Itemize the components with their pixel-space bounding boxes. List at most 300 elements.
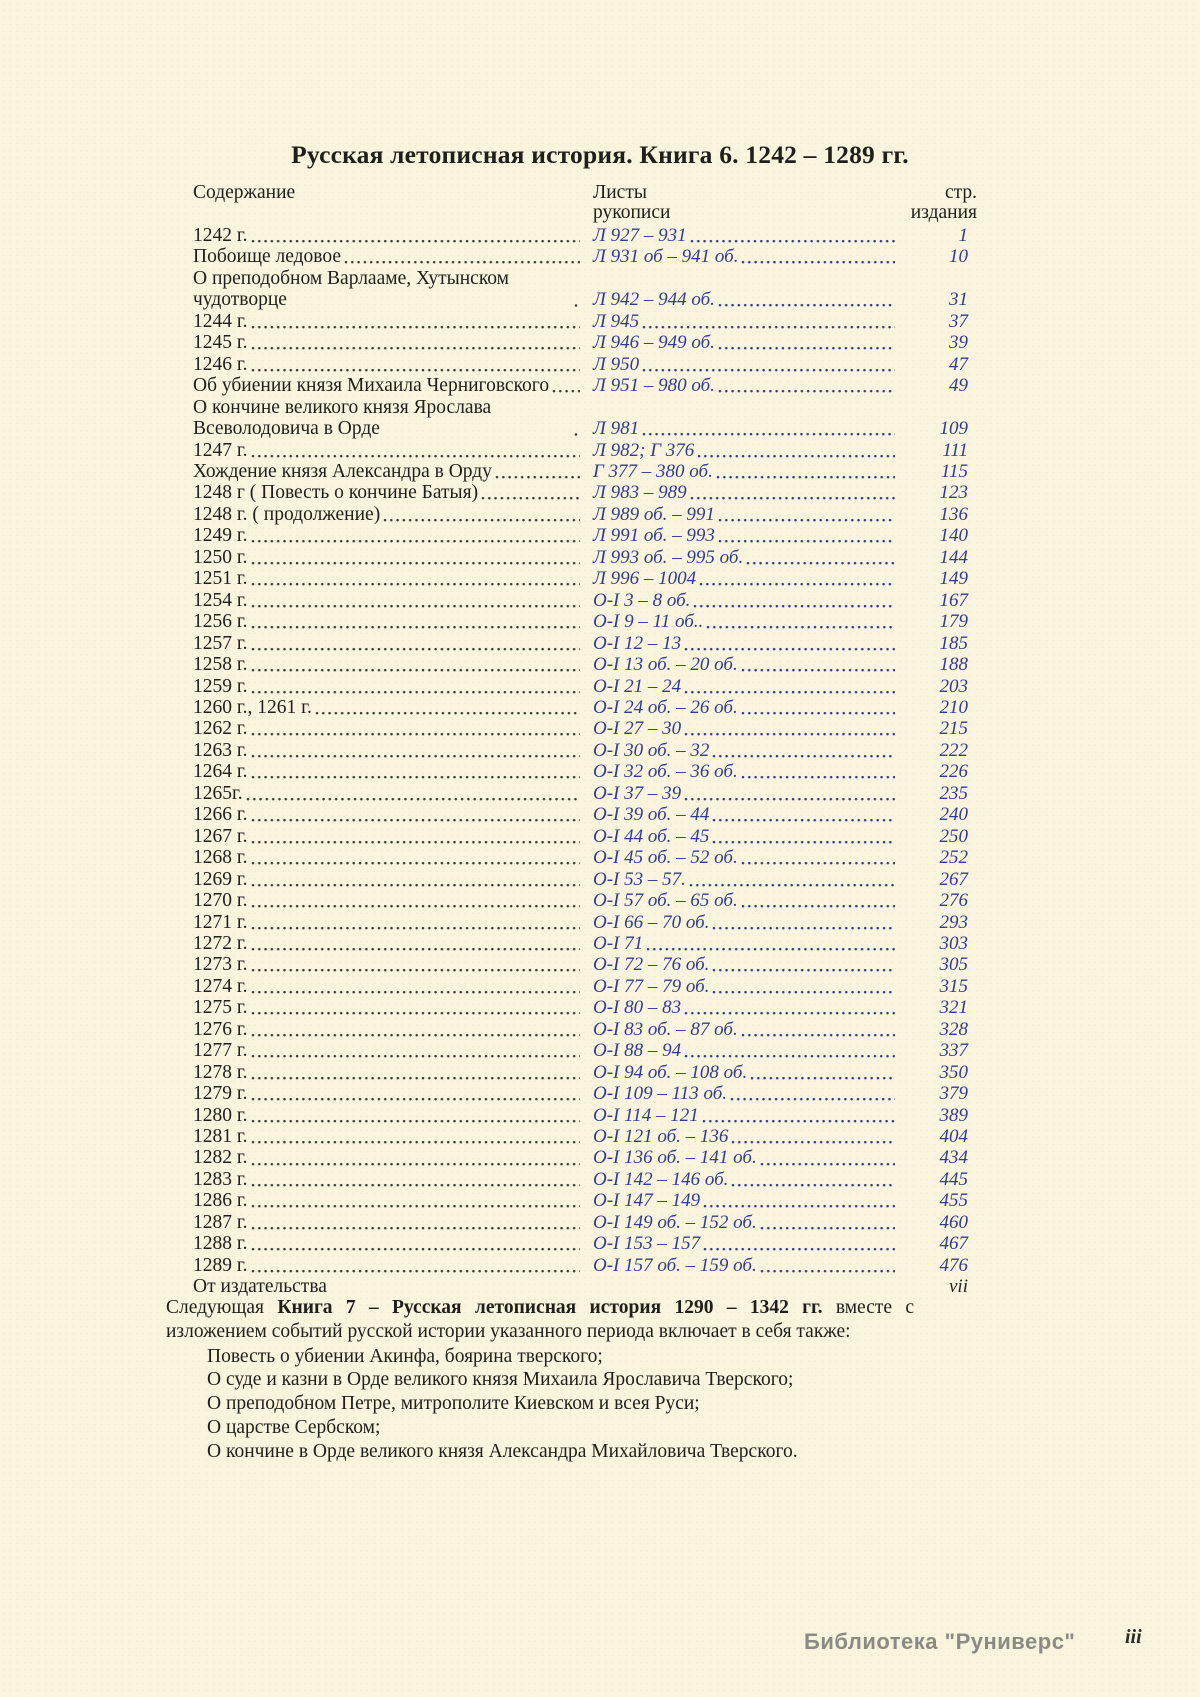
toc-entry-sheets: Л 946 – 949 об.	[593, 332, 715, 354]
toc-entry-page: 215	[939, 718, 968, 740]
dot-leader	[251, 654, 580, 675]
toc-entry-sheets: Л 950	[593, 353, 640, 375]
dot-leader	[718, 525, 895, 546]
dot-leader	[741, 847, 895, 868]
toc-row	[193, 890, 977, 911]
toc-entry-page: 149	[939, 568, 968, 590]
dot-leader	[574, 418, 580, 439]
toc-entry-page: 136	[939, 503, 968, 525]
dot-leader	[684, 633, 895, 654]
dot-leader	[246, 783, 580, 804]
toc-row	[193, 375, 977, 396]
toc-row	[193, 826, 977, 847]
dot-leader	[699, 568, 895, 589]
toc-entry-sheets: Л 996 – 1004	[593, 568, 697, 590]
next-book-item: О кончине в Орде великого князя Александра Михайловича Тверского.	[207, 1440, 798, 1462]
toc-row	[193, 311, 977, 332]
toc-entry-sheets: О-I 88 – 94	[593, 1040, 682, 1062]
library-credit: Библиотека "Руниверс"	[804, 1629, 1076, 1654]
dot-leader	[741, 890, 895, 911]
toc-entry-page: 303	[939, 932, 968, 954]
dot-leader	[689, 869, 895, 890]
dot-leader	[693, 590, 895, 611]
toc-entry-title: 1276 г.	[193, 1018, 248, 1040]
toc-entry-sheets: О-I 57 об. – 65 об.	[593, 890, 738, 912]
toc-entry-sheets: О-I 53 – 57.	[593, 868, 686, 890]
toc-row	[193, 1276, 977, 1297]
toc-entry-sheets: Л 989 об. – 991	[593, 503, 715, 525]
toc-entry-title: 1267 г.	[193, 825, 248, 847]
next-book-item: О суде и казни в Орде великого князя Михаила Ярославича Тверского;	[207, 1369, 794, 1391]
toc-entry-title: 1288 г.	[193, 1233, 248, 1255]
dot-leader	[690, 225, 895, 246]
dot-leader	[760, 1255, 895, 1276]
toc-entry-title: 1282 г.	[193, 1147, 248, 1169]
toc-entry-page: 1	[958, 225, 968, 246]
toc-row	[193, 976, 977, 997]
dot-leader	[684, 997, 895, 1018]
toc-entry-title: Об убиении князя Михаила Черниговского	[193, 375, 550, 397]
toc-entry-page: 140	[939, 525, 968, 547]
folio-number: iii	[1125, 1626, 1142, 1648]
toc-entry-page: 144	[939, 546, 968, 568]
toc-entry-page: 315	[939, 975, 968, 997]
toc-entry-sheets: О-I 9 – 11 об..	[593, 611, 704, 633]
toc-entry-sheets: О-I 21 – 24	[593, 675, 682, 697]
dot-leader	[731, 1126, 895, 1147]
toc-entry-title: 1270 г.	[193, 890, 248, 912]
dot-leader	[251, 804, 580, 825]
next-book-item: О царстве Сербском;	[207, 1416, 381, 1438]
dot-leader	[251, 1126, 580, 1147]
dot-leader	[251, 1062, 580, 1083]
dot-leader	[731, 1169, 895, 1190]
dot-leader	[251, 676, 580, 697]
toc-entry-sheets: О-I 114 – 121	[593, 1104, 699, 1126]
toc-entry-title: 1256 г.	[193, 611, 248, 633]
dot-leader	[552, 375, 580, 396]
toc-entry-sheets: О-I 83 об. – 87 об.	[593, 1018, 738, 1040]
toc-entry-sheets: Л 927 – 931	[593, 225, 687, 246]
next-book-item: О преподобном Петре, митрополите Киевском и всея Руси;	[207, 1393, 700, 1415]
toc-row	[193, 504, 977, 525]
dot-leader	[712, 804, 895, 825]
toc-entry-title: 1269 г.	[193, 868, 248, 890]
toc-entry-sheets: О-I 94 об. – 108 об.	[593, 1061, 748, 1083]
dot-leader	[702, 1105, 895, 1126]
dot-leader	[251, 1190, 580, 1211]
dot-leader	[718, 504, 895, 525]
toc-row	[193, 633, 977, 654]
dot-leader	[690, 482, 895, 503]
toc-row	[193, 1126, 977, 1147]
toc-entry-page: 293	[939, 911, 968, 933]
toc-row	[193, 525, 977, 546]
toc-entry-sheets: О-I 142 – 146 об.	[593, 1168, 729, 1190]
toc-entry-page: 305	[939, 954, 968, 976]
toc-entry-title: 1258 г.	[193, 654, 248, 676]
dot-leader	[251, 225, 580, 246]
toc-row	[193, 547, 977, 568]
toc-header-pages: стр. издания	[910, 182, 977, 223]
toc-row	[193, 1083, 977, 1104]
toc-row	[193, 568, 977, 589]
dot-leader	[574, 289, 580, 310]
toc-entry-page: 10	[949, 246, 968, 268]
toc-entry-sheets: О-I 66 – 70 об.	[593, 911, 710, 933]
dot-leader	[251, 933, 580, 954]
toc-entry-sheets: О-I 39 об. – 44	[593, 804, 710, 826]
toc-entry-page: 328	[939, 1018, 968, 1040]
toc-entry-page: 185	[939, 632, 968, 654]
toc-entry-page: 267	[939, 868, 968, 890]
intro-bold-title: Книга 7 – Русская летописная история 1290 – 1342 гг.	[277, 1297, 823, 1318]
toc-entry-title: 1277 г.	[193, 1040, 248, 1062]
toc-entry-title: О преподобном Варлааме, Хутынском чудотворце	[193, 267, 510, 311]
toc-entry-title: 1289 г.	[193, 1254, 248, 1276]
toc-entry-page: 111	[942, 439, 968, 461]
dot-leader	[716, 461, 895, 482]
toc-entry-page: 460	[939, 1211, 968, 1233]
toc-entry-page: 47	[949, 353, 968, 375]
dot-leader	[642, 354, 895, 375]
dot-leader	[251, 332, 580, 353]
toc-entry-title: 1272 г.	[193, 932, 248, 954]
toc-row	[193, 676, 977, 697]
dot-leader	[251, 354, 580, 375]
toc-entry-title: 1259 г.	[193, 675, 248, 697]
toc-row	[193, 225, 977, 246]
toc-header-contents: Содержание	[193, 182, 296, 203]
toc-row	[193, 1040, 977, 1061]
toc-entry-page: 250	[939, 825, 968, 847]
next-book-items	[166, 1345, 914, 1464]
toc-entry-title: 1287 г.	[193, 1211, 248, 1233]
toc-entry-page: 109	[939, 418, 968, 440]
toc-entry-sheets: О-I 77 – 79 об.	[593, 975, 710, 997]
toc-entry-title: 1268 г.	[193, 847, 248, 869]
toc-entry-page: 476	[939, 1254, 968, 1276]
toc-entry-sheets: О-I 80 – 83	[593, 997, 682, 1019]
dot-leader	[251, 761, 580, 782]
toc-header-row	[193, 183, 977, 223]
dot-leader	[760, 1148, 895, 1169]
dot-leader	[684, 676, 895, 697]
toc-entry-title: 1273 г.	[193, 954, 248, 976]
toc-entry-sheets: О-I 71	[593, 932, 644, 954]
toc-entry-page: 188	[939, 654, 968, 676]
dot-leader	[741, 1019, 895, 1040]
dot-leader	[251, 547, 580, 568]
toc-entry-sheets: О-I 109 – 113 об.	[593, 1083, 728, 1105]
toc-entry-title: 1251 г.	[193, 568, 248, 590]
toc-row	[193, 869, 977, 890]
toc-entry-sheets: О-I 147 – 149	[593, 1190, 701, 1212]
dot-leader	[315, 697, 580, 718]
dot-leader	[251, 568, 580, 589]
toc-row	[193, 761, 977, 782]
toc-entry-sheets: О-I 136 об. – 141 об.	[593, 1147, 757, 1169]
dot-leader	[712, 740, 895, 761]
toc-row	[193, 461, 977, 482]
toc-row	[193, 246, 977, 267]
toc-entry-sheets: Л 993 об. – 995 об.	[593, 546, 744, 568]
dot-leader	[251, 1233, 580, 1254]
toc-entry-sheets: О-I 24 об. – 26 об.	[593, 696, 738, 718]
toc-row	[193, 440, 977, 461]
toc-row	[193, 332, 977, 353]
dot-leader	[251, 847, 580, 868]
toc-entry-page: 210	[939, 696, 968, 718]
dot-leader	[251, 611, 580, 632]
toc-entry-title: 1263 г.	[193, 739, 248, 761]
toc-row	[193, 718, 977, 739]
toc-entry-title: О кончине великого князя Ярослава Всеволодовича в Орде	[193, 396, 492, 440]
toc-entry-page: 404	[939, 1126, 968, 1148]
dot-leader	[703, 1190, 895, 1211]
toc-entry-title: 1250 г.	[193, 546, 248, 568]
toc-entry-title: 1286 г.	[193, 1190, 248, 1212]
dot-leader	[251, 590, 580, 611]
next-book-intro	[166, 1296, 914, 1344]
toc-entry-sheets: О-I 12 – 13	[593, 632, 682, 654]
toc-row	[193, 1190, 977, 1211]
toc-entry-page: 39	[949, 332, 968, 354]
toc-entry-page: 123	[939, 482, 968, 504]
toc-entry-page: 179	[939, 611, 968, 633]
toc-entry-page: 321	[939, 997, 968, 1019]
toc-row	[193, 590, 977, 611]
toc-entry-sheets: О-I 45 об. – 52 об.	[593, 847, 738, 869]
dot-leader	[642, 418, 895, 439]
dot-leader	[251, 633, 580, 654]
toc-row	[193, 997, 977, 1018]
dot-leader	[642, 311, 895, 332]
toc-entry-sheets: О-I 32 об. – 36 об.	[593, 761, 738, 783]
dot-leader	[383, 504, 580, 525]
dot-leader	[481, 482, 580, 503]
toc-entry-title: 1242 г.	[193, 225, 248, 246]
dot-leader	[251, 1169, 580, 1190]
toc-entry-sheets: Г 377 – 380 об.	[593, 460, 713, 482]
toc-entry-title: 1262 г.	[193, 718, 248, 740]
dot-leader	[251, 311, 580, 332]
toc-row	[193, 1019, 977, 1040]
dot-leader	[251, 718, 580, 739]
dot-leader	[750, 1062, 895, 1083]
toc-entry-sheets: Л 983 – 989	[593, 482, 687, 504]
dot-leader	[684, 1040, 895, 1061]
dot-leader	[251, 440, 580, 461]
dot-leader	[697, 440, 895, 461]
toc-entry-sheets: О-I 27 – 30	[593, 718, 682, 740]
toc-entry-sheets: О-I 13 об. – 20 об.	[593, 654, 738, 676]
toc-entry-title: 1264 г.	[193, 761, 248, 783]
intro-prefix: Следующая	[166, 1297, 278, 1318]
toc-entry-page: 203	[939, 675, 968, 697]
toc-entry-title: 1279 г.	[193, 1083, 248, 1105]
toc-row	[193, 804, 977, 825]
toc-entry-title: 1275 г.	[193, 997, 248, 1019]
toc-row	[193, 1105, 977, 1126]
dot-leader	[344, 246, 580, 267]
toc-entry-sheets: О-I 153 – 157	[593, 1233, 701, 1255]
dot-leader	[746, 547, 895, 568]
toc-entry-sheets: О-I 3 – 8 об.	[593, 589, 691, 611]
toc-row	[193, 740, 977, 761]
toc-entry-sheets: О-I 157 об. – 159 об.	[593, 1254, 757, 1276]
toc-entry-title: 1249 г.	[193, 525, 248, 547]
dot-leader	[251, 890, 580, 911]
dot-leader	[741, 654, 895, 675]
toc-row	[193, 268, 977, 311]
toc-row	[193, 847, 977, 868]
dot-leader	[495, 461, 580, 482]
toc-entry-sheets: Л 931 об – 941 об.	[593, 246, 739, 268]
dot-leader	[684, 718, 895, 739]
toc-entry-page: 235	[939, 782, 968, 804]
dot-leader	[741, 761, 895, 782]
dot-leader	[684, 783, 895, 804]
toc-entry-sheets: О-I 121 об. – 136	[593, 1126, 729, 1148]
dot-leader	[251, 954, 580, 975]
toc-entry-page: 226	[939, 761, 968, 783]
toc-row	[193, 654, 977, 675]
toc-entry-title: 1280 г.	[193, 1104, 248, 1126]
toc-entry-page: vii	[949, 1276, 968, 1298]
dot-leader	[646, 933, 895, 954]
toc-entry-page: 240	[939, 804, 968, 826]
toc-entry-title: 1246 г.	[193, 353, 248, 375]
toc-entry-page: 37	[949, 310, 968, 332]
toc-row	[193, 933, 977, 954]
toc-row	[193, 397, 977, 440]
dot-leader	[251, 997, 580, 1018]
toc-entry-title: Хождение князя Александра в Орду	[193, 460, 492, 482]
dot-leader	[251, 740, 580, 761]
toc-row	[193, 912, 977, 933]
toc-entry-title: 1254 г.	[193, 589, 248, 611]
toc-entry-title: 1281 г.	[193, 1126, 248, 1148]
toc-entry-sheets: Л 982; Г 376	[593, 439, 695, 461]
toc-entry-title: 1247 г.	[193, 439, 248, 461]
toc-row	[193, 1255, 977, 1276]
toc-entry-sheets: О-I 72 – 76 об.	[593, 954, 710, 976]
dot-leader	[251, 1040, 580, 1061]
toc-row	[193, 1062, 977, 1083]
dot-leader	[251, 826, 580, 847]
toc-entry-page: 115	[940, 460, 968, 482]
toc-rows	[193, 225, 977, 1298]
dot-leader	[251, 525, 580, 546]
dot-leader	[251, 1105, 580, 1126]
toc-row	[193, 954, 977, 975]
toc-entry-title: От издательства	[193, 1276, 327, 1298]
toc-entry-page: 350	[939, 1061, 968, 1083]
toc-entry-page: 337	[939, 1040, 968, 1062]
toc-entry-sheets: Л 945	[593, 310, 640, 332]
toc-entry-page: 379	[939, 1083, 968, 1105]
dot-leader	[703, 1233, 895, 1254]
toc-entry-sheets: О-I 149 об. – 152 об.	[593, 1211, 757, 1233]
dot-leader	[718, 332, 895, 353]
toc-entry-page: 222	[939, 739, 968, 761]
toc-entry-title: 1257 г.	[193, 632, 248, 654]
toc-header-sheets: Листы рукописи	[593, 182, 671, 223]
toc-entry-sheets: О-I 30 об. – 32	[593, 739, 710, 761]
toc-row	[193, 1169, 977, 1190]
dot-leader	[251, 1148, 580, 1169]
toc-row	[193, 611, 977, 632]
toc-entry-page: 467	[939, 1233, 968, 1255]
toc-entry-page: 252	[939, 847, 968, 869]
toc-entry-title: 1271 г.	[193, 911, 248, 933]
toc-entry-page: 389	[939, 1104, 968, 1126]
toc-entry-page: 445	[939, 1168, 968, 1190]
intro-suffix: вместе с изложением событий русской истории указанного периода включает в себя также:	[166, 1297, 914, 1342]
dot-leader	[251, 1019, 580, 1040]
dot-leader	[251, 1212, 580, 1233]
toc-entry-title: 1244 г.	[193, 310, 248, 332]
toc-entry-sheets: Л 951 – 980 об.	[593, 375, 715, 397]
dot-leader	[718, 289, 895, 310]
toc-entry-page: 49	[949, 375, 968, 397]
dot-leader	[712, 954, 895, 975]
toc-row	[193, 354, 977, 375]
toc-entry-sheets: Л 981	[593, 418, 640, 440]
toc-entry-sheets: Л 942 – 944 об.	[593, 289, 715, 311]
dot-leader	[730, 1083, 895, 1104]
dot-leader	[718, 375, 895, 396]
toc-row	[193, 697, 977, 718]
toc-entry-title: 1283 г.	[193, 1168, 248, 1190]
dot-leader	[712, 976, 895, 997]
toc-entry-sheets: О-I 37 – 39	[593, 782, 682, 804]
toc-entry-title: 1260 г., 1261 г.	[193, 696, 312, 718]
dot-leader	[251, 912, 580, 933]
toc-entry-title: 1266 г.	[193, 804, 248, 826]
dot-leader	[760, 1212, 895, 1233]
next-book-item: Повесть о убиении Акинфа, боярина тверского;	[207, 1345, 603, 1367]
toc-entry-title: Побоище ледовое	[193, 246, 342, 268]
dot-leader	[251, 869, 580, 890]
toc-row	[193, 1147, 977, 1168]
dot-leader	[251, 976, 580, 997]
toc-entry-title: 1278 г.	[193, 1061, 248, 1083]
dot-leader	[741, 246, 895, 267]
toc-entry-page: 455	[939, 1190, 968, 1212]
toc-entry-page: 31	[949, 289, 968, 311]
toc-entry-title: 1248 г. ( продолжение)	[193, 503, 381, 525]
dot-leader	[712, 826, 895, 847]
toc-entry-title: 1248 г ( Повесть о кончине Батыя)	[193, 482, 479, 504]
page-title: Русская летописная история. Книга 6. 1242 – 1289 гг.	[291, 140, 909, 169]
dot-leader	[741, 697, 895, 718]
toc-entry-title: 1245 г.	[193, 332, 248, 354]
toc-entry-page: 434	[939, 1147, 968, 1169]
dot-leader	[251, 1255, 580, 1276]
toc-entry-page: 276	[939, 890, 968, 912]
toc-row	[193, 482, 977, 503]
toc-row	[193, 783, 977, 804]
toc-entry-sheets: О-I 44 об. – 45	[593, 825, 710, 847]
dot-leader	[712, 912, 895, 933]
dot-leader	[706, 611, 895, 632]
table-of-contents	[193, 183, 977, 1298]
next-book-note	[166, 1296, 914, 1464]
toc-entry-title: 1274 г.	[193, 975, 248, 997]
dot-leader	[251, 1083, 580, 1104]
